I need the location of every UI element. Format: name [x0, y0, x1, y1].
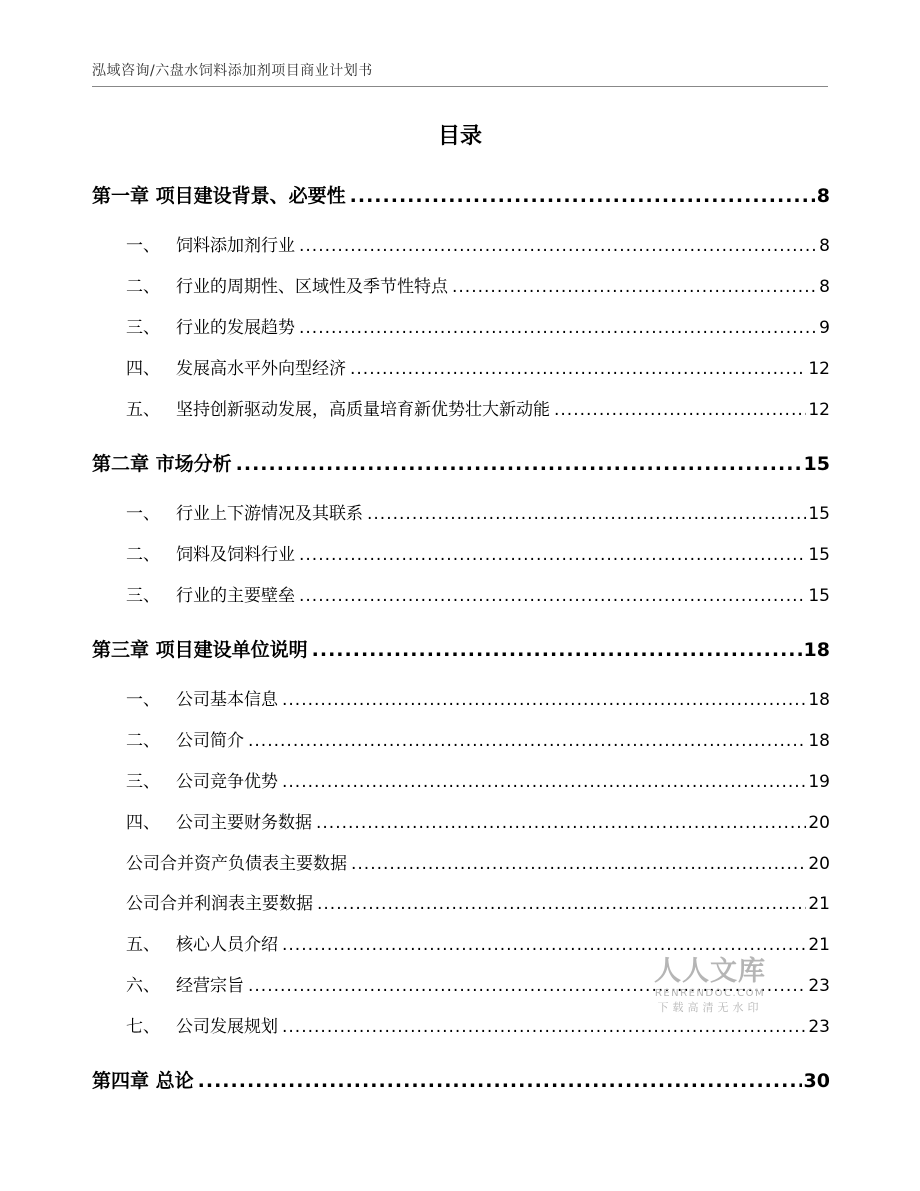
toc-page-number: 21: [808, 935, 830, 955]
toc-section-entry[interactable]: [92, 890, 830, 918]
toc-page-number: 15: [808, 504, 830, 524]
toc-page-number: 12: [808, 400, 830, 420]
toc-entry-number: 一、: [126, 690, 160, 710]
toc-page-number: 8: [819, 277, 830, 297]
toc-entry-number: 五、: [126, 400, 160, 420]
toc-entry-title: 核心人员介绍: [176, 935, 278, 955]
toc-entry-title: 公司主要财务数据: [176, 813, 312, 833]
toc-page-number: 15: [808, 586, 830, 606]
toc-entry-title: 经营宗旨: [176, 976, 244, 996]
toc-section-entry[interactable]: [92, 396, 830, 424]
toc-entry-label: [92, 541, 295, 569]
toc-entry-number: 七、: [126, 1017, 160, 1037]
toc-section-entry[interactable]: [92, 541, 830, 569]
toc-dot-leader: [299, 314, 817, 342]
toc-page-number: 19: [808, 772, 830, 792]
toc-entry-number: 五、: [126, 935, 160, 955]
toc-dot-leader: [198, 1065, 802, 1097]
toc-page-number: 15: [808, 545, 830, 565]
toc-dot-leader: [282, 768, 806, 796]
toc-entry-label: [92, 809, 312, 837]
toc-entry-label: [92, 972, 244, 1000]
toc-page-number: 18: [808, 690, 830, 710]
toc-entry-number: 第二章: [92, 453, 150, 475]
toc-entry-number: 一、: [126, 236, 160, 256]
header-divider: [92, 86, 828, 87]
toc-entry-number: 三、: [126, 772, 160, 792]
toc-section-entry[interactable]: [92, 1013, 830, 1041]
toc-entry-title: 公司竞争优势: [176, 772, 278, 792]
toc-entry-title: 项目建设单位说明: [155, 639, 308, 661]
toc-entry-number: 四、: [126, 359, 160, 379]
toc-entry-title: 总论: [155, 1070, 194, 1092]
toc-section-entry[interactable]: [92, 768, 830, 796]
toc-dot-leader: [350, 180, 815, 212]
toc-section-entry[interactable]: [92, 931, 830, 959]
toc-page-number: 8: [819, 236, 830, 256]
toc-entry-title: 饲料及饲料行业: [176, 545, 295, 565]
toc-chapter-entry[interactable]: [92, 180, 830, 212]
toc-dot-leader: [282, 931, 806, 959]
toc-section-entry[interactable]: [92, 273, 830, 301]
toc-entry-title: 公司简介: [176, 731, 244, 751]
toc-entry-title: 行业的主要壁垒: [176, 586, 295, 606]
toc-dot-leader: [299, 582, 806, 610]
toc-entry-number: 第一章: [92, 185, 150, 207]
toc-page-number: 30: [803, 1070, 830, 1092]
toc-page-number: 18: [803, 639, 830, 661]
toc-dot-leader: [282, 686, 806, 714]
page-header: 泓域咨询/六盘水饲料添加剂项目商业计划书: [92, 63, 373, 79]
toc-section-entry[interactable]: [92, 686, 830, 714]
toc-entry-number: 四、: [126, 813, 160, 833]
toc-chapter-entry[interactable]: [92, 1065, 830, 1097]
toc-dot-leader: [317, 890, 806, 918]
toc-entry-title: 行业的发展趋势: [176, 318, 295, 338]
toc-page-number: 23: [808, 976, 830, 996]
watermark-logo-text: 人人文库: [654, 956, 766, 987]
toc-dot-leader: [282, 1013, 806, 1041]
toc-entry-title: 发展高水平外向型经济: [176, 359, 346, 379]
toc-dot-leader: [248, 727, 806, 755]
toc-entry-label: [92, 314, 295, 342]
toc-page-number: 8: [816, 185, 830, 207]
toc-entry-label: [92, 396, 550, 424]
toc-entry-label: [92, 273, 448, 301]
toc-page-number: 23: [808, 1017, 830, 1037]
toc-page-number: 9: [819, 318, 830, 338]
toc-entry-label: [92, 582, 295, 610]
toc-entry-title: 行业上下游情况及其联系: [176, 504, 363, 524]
toc-entry-label: [92, 768, 278, 796]
toc-page-number: 20: [808, 854, 830, 874]
toc-entry-number: 第三章: [92, 639, 150, 661]
toc-title: 目录: [437, 124, 482, 149]
watermark-tagline: 下载高清无水印: [657, 1001, 763, 1014]
toc-dot-leader: [452, 273, 817, 301]
toc-dot-leader: [299, 232, 817, 260]
toc-entry-title: 饲料添加剂行业: [176, 236, 295, 256]
toc-chapter-entry[interactable]: [92, 448, 830, 480]
toc-entry-title: 市场分析: [155, 453, 232, 475]
toc-entry-title: 公司基本信息: [176, 690, 278, 710]
toc-entry-label: [92, 634, 308, 666]
toc-dot-leader: [351, 850, 806, 878]
toc-entry-number: 六、: [126, 976, 160, 996]
toc-entry-label: [92, 180, 346, 212]
toc-section-entry[interactable]: [92, 850, 830, 878]
toc-entry-title: 公司合并利润表主要数据: [126, 894, 313, 914]
toc-dot-leader: [299, 541, 806, 569]
toc-entry-label: [92, 355, 346, 383]
toc-dot-leader: [236, 448, 802, 480]
toc-page-number: 20: [808, 813, 830, 833]
toc-entry-title: 行业的周期性、区域性及季节性特点: [176, 277, 448, 297]
toc-dot-leader: [367, 500, 806, 528]
toc-entry-title: 坚持创新驱动发展，高质量培育新优势壮大新动能: [176, 400, 550, 420]
toc-section-entry[interactable]: [92, 727, 830, 755]
toc-entry-label: [92, 686, 278, 714]
watermark-url: RENRENDOC.COM: [654, 988, 766, 999]
toc-page-number: 21: [808, 894, 830, 914]
toc-entry-number: 第四章: [92, 1070, 150, 1092]
toc-section-entry[interactable]: [92, 355, 830, 383]
toc-entry-label: [92, 1013, 278, 1041]
toc-section-entry[interactable]: [92, 500, 830, 528]
toc-entry-title: 公司合并资产负债表主要数据: [126, 854, 347, 874]
toc-dot-leader: [312, 634, 802, 666]
toc-page-number: 12: [808, 359, 830, 379]
toc-entry-number: 三、: [126, 586, 160, 606]
toc-section-entry[interactable]: [92, 582, 830, 610]
toc-entry-title: 公司发展规划: [176, 1017, 278, 1037]
toc-dot-leader: [554, 396, 806, 424]
toc-entry-title: 项目建设背景、必要性: [155, 185, 346, 207]
toc-entry-label: [92, 931, 278, 959]
toc-section-entry[interactable]: [92, 314, 830, 342]
toc-entry-label: [92, 727, 244, 755]
toc-page-number: 15: [803, 453, 830, 475]
toc-page-number: 18: [808, 731, 830, 751]
toc-entry-label: [92, 1065, 194, 1097]
toc-entry-label: [92, 448, 232, 480]
toc-entry-number: 二、: [126, 277, 160, 297]
toc-dot-leader: [316, 809, 806, 837]
toc-entry-number: 三、: [126, 318, 160, 338]
toc-entry-label: [92, 850, 347, 878]
toc-dot-leader: [350, 355, 806, 383]
toc-section-entry[interactable]: [92, 232, 830, 260]
toc-entry-number: 一、: [126, 504, 160, 524]
toc-entry-label: [92, 890, 313, 918]
toc-entry-label: [92, 232, 295, 260]
toc-entry-number: 二、: [126, 731, 160, 751]
toc-section-entry[interactable]: [92, 809, 830, 837]
watermark: [646, 956, 774, 1016]
toc-chapter-entry[interactable]: [92, 634, 830, 666]
toc-entry-label: [92, 500, 363, 528]
toc-entry-number: 二、: [126, 545, 160, 565]
